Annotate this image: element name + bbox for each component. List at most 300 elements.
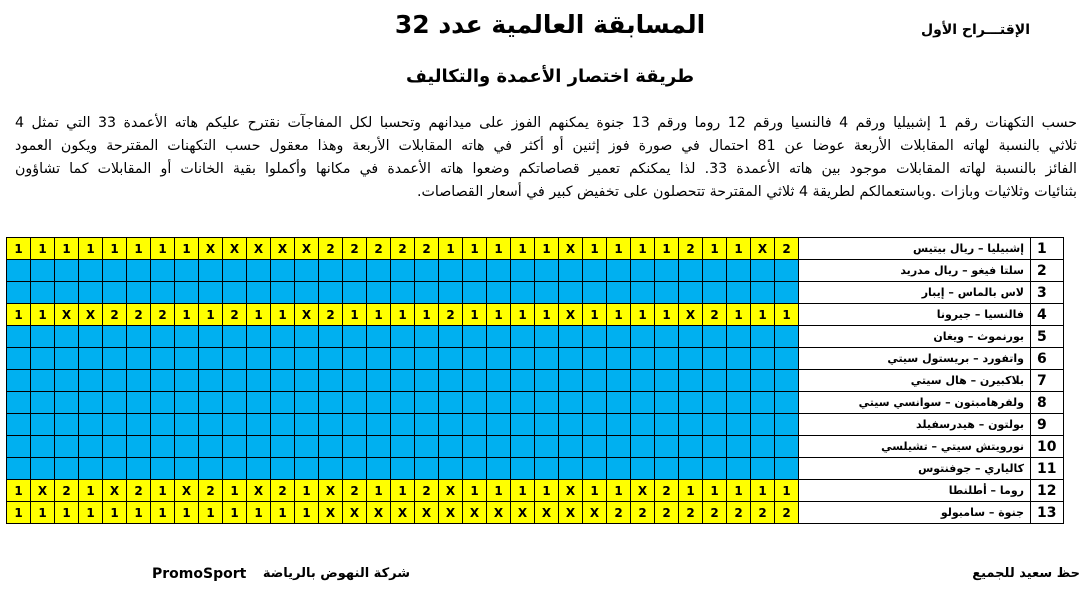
match-name: كالياري – جوفنتوس — [799, 458, 1031, 480]
match-row — [7, 326, 1064, 348]
paragraph-line: حسب التكهنات رقم 1 إشبيليا ورقم 4 فالنسيا ورقم 12 روما ورقم 13 جنوة يمكنهم الفوز على ميدانهم وتحسبا لكل المفاجآت نقترح عليكم هاته الأعمدة 33 التي تمثل 4 — [15, 115, 1078, 131]
pick-cell: 1 — [487, 480, 511, 502]
empty-cell — [127, 436, 151, 458]
pick-cell: X — [511, 502, 535, 524]
pick-cell: 1 — [775, 304, 799, 326]
pick-cell: 2 — [775, 502, 799, 524]
empty-cell — [655, 414, 679, 436]
match-row — [7, 370, 1064, 392]
pick-cell: 1 — [391, 304, 415, 326]
empty-cell — [415, 458, 439, 480]
pick-cell: 1 — [511, 238, 535, 260]
empty-cell — [55, 370, 79, 392]
empty-cell — [463, 414, 487, 436]
pick-cell: 1 — [463, 304, 487, 326]
empty-cell — [199, 348, 223, 370]
empty-cell — [31, 392, 55, 414]
pick-cell: 1 — [199, 502, 223, 524]
empty-cell — [151, 370, 175, 392]
empty-cell — [127, 414, 151, 436]
empty-cell — [295, 260, 319, 282]
empty-cell — [367, 436, 391, 458]
pick-cell: 1 — [271, 304, 295, 326]
pick-cell: X — [79, 304, 103, 326]
empty-cell — [391, 392, 415, 414]
empty-cell — [31, 458, 55, 480]
empty-cell — [607, 458, 631, 480]
pick-cell: 1 — [655, 238, 679, 260]
empty-cell — [511, 326, 535, 348]
pick-cell: 1 — [727, 480, 751, 502]
empty-cell — [175, 326, 199, 348]
pick-cell: 2 — [655, 480, 679, 502]
empty-cell — [127, 458, 151, 480]
empty-cell — [247, 348, 271, 370]
pick-cell: X — [415, 502, 439, 524]
empty-cell — [79, 260, 103, 282]
empty-cell — [343, 348, 367, 370]
empty-cell — [103, 458, 127, 480]
empty-cell — [367, 414, 391, 436]
pick-cell: 1 — [223, 480, 247, 502]
pick-cell: 1 — [511, 480, 535, 502]
empty-cell — [463, 458, 487, 480]
empty-cell — [31, 414, 55, 436]
empty-cell — [367, 370, 391, 392]
pick-cell: 1 — [175, 304, 199, 326]
pick-cell: X — [439, 480, 463, 502]
empty-cell — [703, 370, 727, 392]
empty-cell — [511, 414, 535, 436]
pick-cell: 1 — [703, 238, 727, 260]
pick-cell: X — [247, 238, 271, 260]
empty-cell — [151, 326, 175, 348]
pick-cell: X — [391, 502, 415, 524]
pick-cell: 1 — [535, 480, 559, 502]
pick-cell: 1 — [463, 480, 487, 502]
match-row — [7, 238, 1064, 260]
empty-cell — [295, 458, 319, 480]
empty-cell — [703, 348, 727, 370]
pick-cell: 2 — [367, 238, 391, 260]
empty-cell — [79, 326, 103, 348]
pick-cell: 1 — [151, 480, 175, 502]
empty-cell — [223, 348, 247, 370]
empty-cell — [583, 326, 607, 348]
empty-cell — [343, 326, 367, 348]
empty-cell — [751, 414, 775, 436]
empty-cell — [607, 348, 631, 370]
page-subtitle: طريقة اختصار الأعمدة والتكاليف — [405, 66, 695, 87]
empty-cell — [175, 436, 199, 458]
match-number: 2 — [1031, 260, 1064, 282]
empty-cell — [367, 282, 391, 304]
empty-cell — [463, 370, 487, 392]
footer-greeting: حظ سعيد للجميع — [972, 566, 1080, 581]
pick-cell: 1 — [775, 480, 799, 502]
match-name: جنوة – سامبولو — [799, 502, 1031, 524]
pick-cell: 1 — [31, 304, 55, 326]
empty-cell — [631, 414, 655, 436]
pick-cell: 1 — [79, 502, 103, 524]
empty-cell — [223, 414, 247, 436]
empty-cell — [775, 414, 799, 436]
empty-cell — [631, 348, 655, 370]
pick-cell: X — [55, 304, 79, 326]
pick-cell: 2 — [127, 304, 151, 326]
empty-cell — [439, 436, 463, 458]
empty-cell — [751, 260, 775, 282]
empty-cell — [439, 260, 463, 282]
pick-cell: 1 — [199, 304, 223, 326]
empty-cell — [679, 414, 703, 436]
empty-cell — [559, 348, 583, 370]
empty-cell — [199, 370, 223, 392]
pick-cell: 1 — [391, 480, 415, 502]
empty-cell — [319, 326, 343, 348]
empty-cell — [535, 436, 559, 458]
empty-cell — [271, 392, 295, 414]
empty-cell — [175, 260, 199, 282]
empty-cell — [31, 436, 55, 458]
pick-cell: X — [631, 480, 655, 502]
empty-cell — [631, 260, 655, 282]
empty-cell — [415, 370, 439, 392]
empty-cell — [775, 458, 799, 480]
empty-cell — [247, 392, 271, 414]
empty-cell — [343, 282, 367, 304]
empty-cell — [247, 260, 271, 282]
empty-cell — [679, 326, 703, 348]
pick-cell: X — [679, 304, 703, 326]
match-row — [7, 304, 1064, 326]
pick-cell: 1 — [751, 304, 775, 326]
empty-cell — [343, 458, 367, 480]
empty-cell — [79, 348, 103, 370]
empty-cell — [415, 392, 439, 414]
empty-cell — [439, 392, 463, 414]
match-name: بورنموث – ويغان — [799, 326, 1031, 348]
match-name: واتفورد – بريستول سيتي — [799, 348, 1031, 370]
paragraph-line: الفائز بالنسبة لهاته المقابلات موجود بين هاته الأعمدة 33. لذا يمكنكم تعمير قصاصاتكم وضعوا هاته الأعمدة في مكانها وأكملوا بقية الخانات أو المقابلات كما تشاؤون — [15, 161, 1077, 177]
pick-cell: 1 — [607, 304, 631, 326]
empty-cell — [247, 458, 271, 480]
empty-cell — [247, 282, 271, 304]
empty-cell — [631, 282, 655, 304]
empty-cell — [607, 370, 631, 392]
empty-cell — [7, 392, 31, 414]
empty-cell — [103, 326, 127, 348]
empty-cell — [655, 326, 679, 348]
match-name: بولتون – هيدرسفيلد — [799, 414, 1031, 436]
pick-cell: X — [559, 238, 583, 260]
match-number: 11 — [1031, 458, 1064, 480]
pick-cell: 1 — [367, 480, 391, 502]
empty-cell — [223, 392, 247, 414]
pick-cell: 2 — [703, 502, 727, 524]
empty-cell — [607, 282, 631, 304]
pick-cell: 1 — [367, 304, 391, 326]
empty-cell — [487, 282, 511, 304]
empty-cell — [679, 282, 703, 304]
empty-cell — [295, 392, 319, 414]
empty-cell — [655, 458, 679, 480]
empty-cell — [55, 260, 79, 282]
empty-cell — [775, 392, 799, 414]
empty-cell — [583, 260, 607, 282]
pick-cell: 1 — [7, 238, 31, 260]
empty-cell — [343, 414, 367, 436]
match-row — [7, 502, 1064, 524]
empty-cell — [175, 458, 199, 480]
empty-cell — [487, 436, 511, 458]
empty-cell — [127, 370, 151, 392]
empty-cell — [151, 348, 175, 370]
pick-cell: 1 — [295, 480, 319, 502]
match-number: 12 — [1031, 480, 1064, 502]
pick-cell: 2 — [751, 502, 775, 524]
empty-cell — [511, 348, 535, 370]
pick-cell: X — [487, 502, 511, 524]
empty-cell — [79, 392, 103, 414]
empty-cell — [55, 458, 79, 480]
empty-cell — [295, 348, 319, 370]
pick-cell: X — [247, 480, 271, 502]
pick-cell: 1 — [535, 238, 559, 260]
pick-cell: 1 — [271, 502, 295, 524]
pick-cell: X — [439, 502, 463, 524]
empty-cell — [751, 282, 775, 304]
empty-cell — [31, 370, 55, 392]
empty-cell — [295, 370, 319, 392]
empty-cell — [199, 436, 223, 458]
pick-cell: 1 — [151, 502, 175, 524]
empty-cell — [151, 436, 175, 458]
empty-cell — [511, 282, 535, 304]
pick-cell: 2 — [391, 238, 415, 260]
pick-cell: 1 — [463, 238, 487, 260]
match-row — [7, 260, 1064, 282]
empty-cell — [175, 348, 199, 370]
empty-cell — [583, 348, 607, 370]
pick-cell: 2 — [55, 480, 79, 502]
pick-cell: 1 — [487, 238, 511, 260]
empty-cell — [703, 414, 727, 436]
pick-cell: 1 — [7, 502, 31, 524]
empty-cell — [247, 370, 271, 392]
pick-cell: 1 — [7, 480, 31, 502]
empty-cell — [535, 326, 559, 348]
paragraph-line: ثلاثي بالنسبة لهاته المقابلات الأربعة عوضا عن 81 احتمال في صورة فوز إثنين أو أكثر في هاته المقابلات الأربعة وهذا معقول حسب التكهنات المقترحة ويكون العمود — [15, 138, 1077, 154]
empty-cell — [391, 370, 415, 392]
pick-cell: 2 — [103, 304, 127, 326]
empty-cell — [223, 326, 247, 348]
pick-cell: 1 — [7, 304, 31, 326]
match-row — [7, 458, 1064, 480]
empty-cell — [127, 282, 151, 304]
empty-cell — [487, 392, 511, 414]
empty-cell — [679, 348, 703, 370]
empty-cell — [31, 326, 55, 348]
empty-cell — [487, 348, 511, 370]
match-row — [7, 436, 1064, 458]
empty-cell — [559, 436, 583, 458]
match-row — [7, 348, 1064, 370]
pick-cell: 1 — [631, 304, 655, 326]
empty-cell — [703, 282, 727, 304]
empty-cell — [199, 282, 223, 304]
empty-cell — [727, 260, 751, 282]
pick-cell: 2 — [319, 238, 343, 260]
empty-cell — [7, 260, 31, 282]
empty-cell — [55, 414, 79, 436]
footer-company: شركة النهوض بالرياضة — [262, 566, 410, 581]
empty-cell — [775, 260, 799, 282]
empty-cell — [679, 392, 703, 414]
pick-cell: 1 — [535, 304, 559, 326]
empty-cell — [391, 348, 415, 370]
empty-cell — [607, 392, 631, 414]
pick-cell: X — [295, 238, 319, 260]
empty-cell — [487, 260, 511, 282]
empty-cell — [367, 326, 391, 348]
empty-cell — [79, 436, 103, 458]
pick-cell: 2 — [631, 502, 655, 524]
intro-paragraph — [15, 112, 1077, 204]
empty-cell — [631, 458, 655, 480]
empty-cell — [151, 260, 175, 282]
empty-cell — [535, 414, 559, 436]
pick-cell: 1 — [175, 238, 199, 260]
empty-cell — [391, 436, 415, 458]
empty-cell — [247, 326, 271, 348]
empty-cell — [535, 370, 559, 392]
pick-cell: 1 — [31, 238, 55, 260]
empty-cell — [463, 326, 487, 348]
empty-cell — [271, 348, 295, 370]
match-name: بلاكبيرن – هال سيتي — [799, 370, 1031, 392]
empty-cell — [607, 326, 631, 348]
empty-cell — [103, 392, 127, 414]
empty-cell — [487, 414, 511, 436]
empty-cell — [271, 282, 295, 304]
pick-cell: 1 — [151, 238, 175, 260]
pick-cell: X — [223, 238, 247, 260]
empty-cell — [487, 458, 511, 480]
empty-cell — [175, 282, 199, 304]
pick-cell: 1 — [31, 502, 55, 524]
empty-cell — [535, 282, 559, 304]
empty-cell — [319, 282, 343, 304]
pick-cell: 1 — [223, 502, 247, 524]
pick-cell: 1 — [247, 502, 271, 524]
empty-cell — [271, 458, 295, 480]
empty-cell — [319, 260, 343, 282]
match-name: سلتا فيغو – ريال مدريد — [799, 260, 1031, 282]
pick-cell: X — [31, 480, 55, 502]
pick-cell: 1 — [79, 238, 103, 260]
match-number: 7 — [1031, 370, 1064, 392]
empty-cell — [559, 414, 583, 436]
pick-cell: 2 — [679, 502, 703, 524]
pick-cell: 2 — [415, 238, 439, 260]
pick-cell: 1 — [583, 480, 607, 502]
pick-cell: 1 — [343, 304, 367, 326]
empty-cell — [391, 326, 415, 348]
empty-cell — [223, 458, 247, 480]
empty-cell — [223, 436, 247, 458]
empty-cell — [415, 326, 439, 348]
empty-cell — [703, 326, 727, 348]
empty-cell — [199, 458, 223, 480]
pick-cell: 1 — [103, 502, 127, 524]
empty-cell — [31, 282, 55, 304]
empty-cell — [343, 436, 367, 458]
pick-cell: X — [295, 304, 319, 326]
empty-cell — [463, 282, 487, 304]
match-row — [7, 392, 1064, 414]
empty-cell — [391, 414, 415, 436]
match-number: 4 — [1031, 304, 1064, 326]
empty-cell — [751, 370, 775, 392]
match-number: 9 — [1031, 414, 1064, 436]
pick-cell: X — [103, 480, 127, 502]
empty-cell — [511, 392, 535, 414]
empty-cell — [727, 326, 751, 348]
empty-cell — [511, 436, 535, 458]
pick-cell: 1 — [703, 480, 727, 502]
empty-cell — [583, 436, 607, 458]
pick-cell: 2 — [343, 238, 367, 260]
match-name: إشبيليا – ريال بيتيس — [799, 238, 1031, 260]
empty-cell — [559, 260, 583, 282]
empty-cell — [295, 414, 319, 436]
empty-cell — [295, 436, 319, 458]
empty-cell — [7, 282, 31, 304]
empty-cell — [295, 326, 319, 348]
empty-cell — [439, 414, 463, 436]
empty-cell — [55, 392, 79, 414]
empty-cell — [31, 348, 55, 370]
empty-cell — [439, 282, 463, 304]
empty-cell — [439, 370, 463, 392]
empty-cell — [583, 282, 607, 304]
pick-cell: X — [463, 502, 487, 524]
empty-cell — [103, 282, 127, 304]
empty-cell — [751, 326, 775, 348]
pick-cell: 1 — [583, 238, 607, 260]
empty-cell — [751, 392, 775, 414]
empty-cell — [679, 458, 703, 480]
empty-cell — [199, 260, 223, 282]
empty-cell — [343, 370, 367, 392]
empty-cell — [679, 436, 703, 458]
empty-cell — [415, 260, 439, 282]
pick-cell: 1 — [295, 502, 319, 524]
empty-cell — [127, 392, 151, 414]
pick-cell: X — [319, 480, 343, 502]
match-row — [7, 414, 1064, 436]
pick-cell: 2 — [127, 480, 151, 502]
empty-cell — [127, 260, 151, 282]
empty-cell — [367, 348, 391, 370]
paragraph-line: بثنائيات وثلاثيات وبازات .وباستعمالكم لطريقة 4 ثلاثي المقترحة تتحصلون على تخفيض كبير في أسعار القصاصات. — [417, 184, 1077, 200]
empty-cell — [415, 414, 439, 436]
empty-cell — [727, 370, 751, 392]
empty-cell — [775, 326, 799, 348]
empty-cell — [463, 348, 487, 370]
empty-cell — [559, 282, 583, 304]
